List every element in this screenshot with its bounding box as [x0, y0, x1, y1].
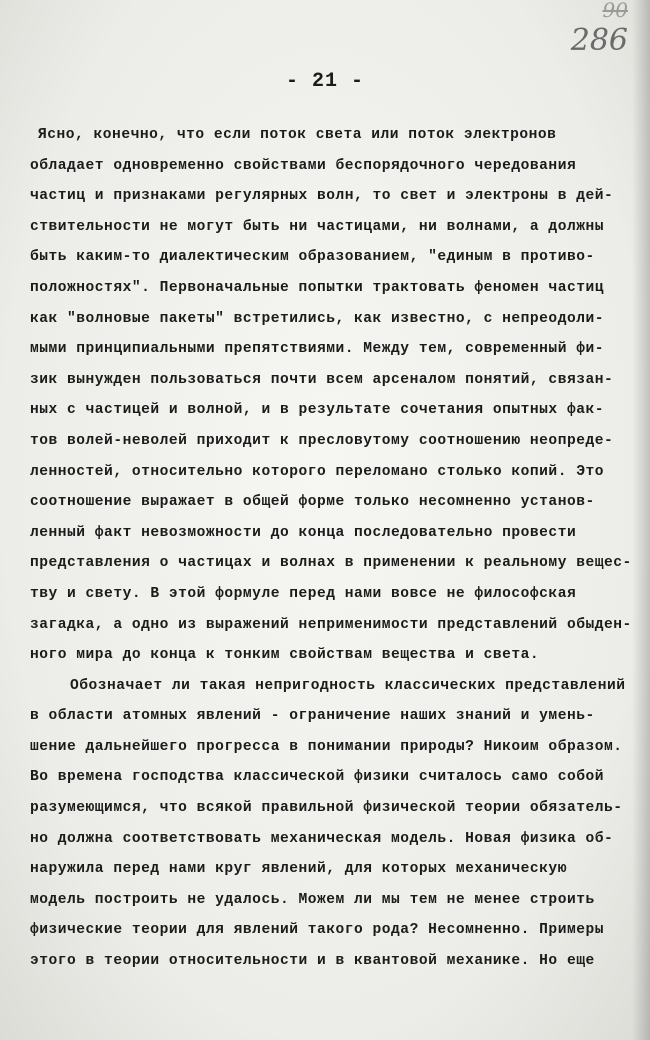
archive-number-old: 90 [602, 0, 628, 22]
text-line: загадка, а одно из выражений неприменимости представлений обыден- [30, 616, 632, 633]
page-number: - 21 - [285, 70, 364, 93]
text-line: модель построить не удалось. Можем ли мы тем не менее строить [30, 891, 595, 908]
archive-number [571, 0, 628, 56]
body-text [30, 120, 642, 977]
text-line: наружила перед нами круг явлений, для которых механическую [30, 861, 567, 878]
text-line: быть каким-то диалектическим образованием, "единым в противо- [30, 249, 595, 266]
text-line: шение дальнейшего прогресса в понимании природы? Никоим образом. [30, 738, 623, 755]
text-line: ленностей, относительно которого переломано столько копий. Это [30, 463, 604, 480]
text-line: мыми принципиальными препятствиями. Между тем, современный фи- [30, 341, 604, 358]
archive-number-new: 286 [570, 23, 628, 58]
text-line: положностях". Первоначальные попытки трактовать феномен частиц [30, 279, 604, 296]
text-line: ного мира до конца к тонким свойствам вещества и света. [30, 647, 540, 664]
text-line: зик вынужден пользоваться почти всем арсеналом понятий, связан- [30, 371, 614, 388]
text-line: разумеющимся, что всякой правильной физической теории обязатель- [30, 800, 623, 817]
text-line: как "волновые пакеты" встретились, как известно, с непреодоли- [30, 310, 604, 327]
text-line: но должна соответствовать механическая модель. Новая физика об- [30, 830, 614, 847]
text-line: частиц и признаками регулярных волн, то свет и электроны в дей- [30, 188, 614, 205]
text-line: обладает одновременно свойствами беспорядочного чередования [30, 157, 577, 174]
text-line: тов волей-неволей приходит к пресловутому соотношению неопреде- [30, 432, 614, 449]
text-line: представления о частицах и волнах в применении к реальному вещес- [30, 555, 632, 572]
text-line: Обозначает ли такая непригодность классических представлений [70, 677, 626, 694]
text-line: ных с частицей и волной, и в результате сочетания опытных фак- [30, 402, 604, 419]
text-line: этого в теории относительности и в квантовой механике. Но еще [30, 953, 595, 970]
text-line: соотношение выражает в общей форме только несомненно установ- [30, 494, 595, 511]
text-line: тву и свету. В этой формуле перед нами вовсе не философская [30, 585, 577, 602]
text-line: физические теории для явлений такого рода? Несомненно. Примеры [30, 922, 604, 939]
text-line: ствительности не могут быть ни частицами, ни волнами, а должны [30, 218, 604, 235]
text-line: Ясно, конечно, что если поток света или поток электронов [38, 127, 557, 143]
text-line: ленный факт невозможности до конца последовательно провести [30, 524, 577, 541]
text-line: в области атомных явлений - ограничение наших знаний и умень- [30, 708, 595, 725]
text-line: Во времена господства классической физики считалось само собой [30, 769, 604, 786]
